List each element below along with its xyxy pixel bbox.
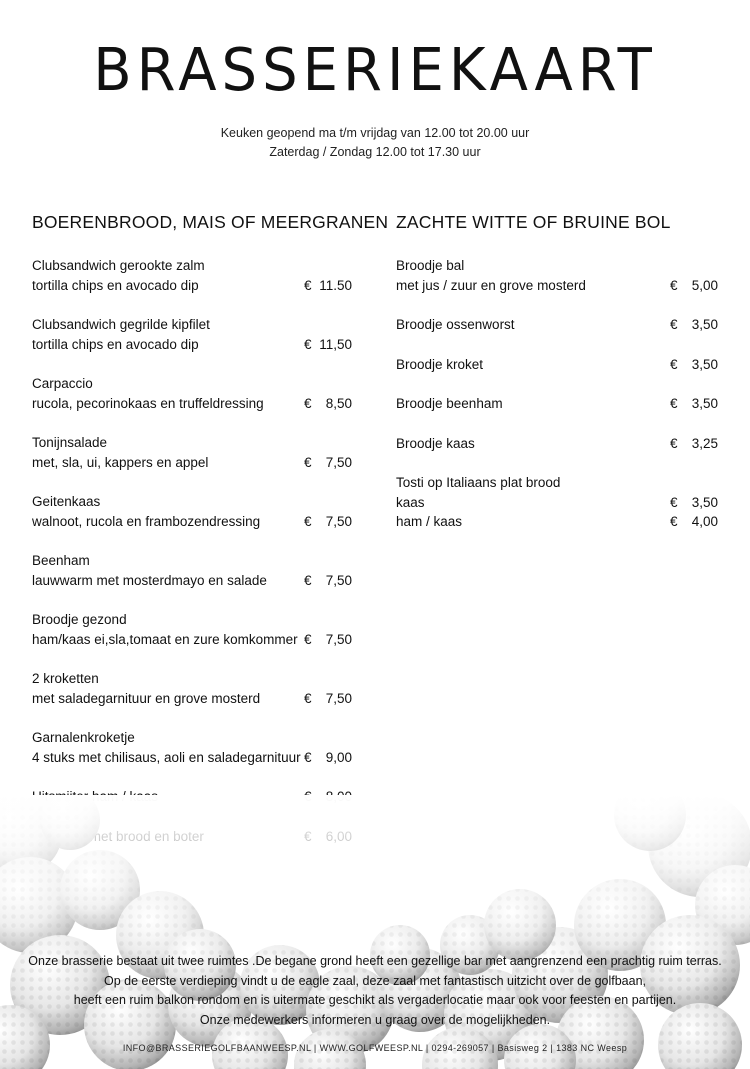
item-name: Tosti op Italiaans plat brood [396, 475, 561, 490]
menu-item [396, 315, 718, 335]
contact-info: INFO@BRASSERIEGOLFBAANWEESP.NL | WWW.GOLFWEESP.NL | 0294-269057 | Basisweg 2 | 1383 NC Weesp [122, 1043, 628, 1053]
item-price [304, 748, 352, 768]
menu-item [32, 610, 352, 649]
item-name: Broodje beenham [396, 396, 503, 411]
brasserie-description [0, 952, 750, 1030]
option-label: kaas [396, 494, 425, 510]
kitchen-hours [0, 124, 750, 162]
item-description: 4 stuks met chilisaus, aoli en saladegarnituur [32, 749, 301, 765]
item-description: tortilla chips en avocado dip [32, 336, 199, 352]
item-price [304, 276, 352, 296]
currency-symbol: € [670, 514, 678, 529]
item-name: Clubsandwich gegrilde kipfilet [32, 317, 210, 332]
item-name: Broodje ossenworst [396, 317, 515, 332]
menu-item [396, 434, 718, 454]
menu-title: BRASSERIEKAART [93, 36, 657, 105]
item-price [670, 276, 718, 296]
tosti-option [396, 493, 718, 513]
item-description: ham/kaas ei,sla,tomaat en zure komkommer [32, 631, 298, 647]
menu-item [396, 256, 718, 295]
left-section-heading: BOERENBROOD, MAIS OF MEERGRANEN [32, 212, 389, 232]
item-price [670, 512, 718, 532]
price-value: 7,50 [325, 513, 352, 529]
currency-symbol: € [304, 513, 312, 529]
right-section-heading: ZACHTE WITTE OF BRUINE BOL [396, 212, 671, 232]
item-name: Broodje kroket [396, 356, 484, 372]
menu-item [396, 355, 718, 375]
price-value: 7,50 [325, 454, 352, 470]
currency-symbol: € [670, 494, 678, 510]
price-value: 3,50 [691, 396, 718, 411]
item-name: Garnalenkroketje [32, 730, 135, 745]
item-description: lauwwarm met mosterdmayo en salade [32, 572, 267, 588]
price-value: 5,00 [691, 277, 718, 293]
price-value: 11.50 [319, 277, 352, 293]
currency-symbol: € [304, 749, 312, 765]
item-description: rucola, pecorinokaas en truffeldressing [32, 395, 264, 411]
currency-symbol: € [304, 277, 312, 293]
currency-symbol: € [304, 690, 312, 706]
item-description: met, sla, ui, kappers en appel [32, 454, 209, 470]
item-price [670, 355, 718, 375]
item-description: met saladegarnituur en grove mosterd [32, 690, 261, 706]
item-price [304, 571, 352, 591]
option-label: ham / kaas [396, 514, 463, 529]
item-name: Carpaccio [32, 376, 93, 391]
menu-item [32, 728, 352, 767]
price-value: 3,50 [691, 494, 718, 510]
tosti-option [396, 512, 718, 532]
item-description: walnoot, rucola en frambozendressing [32, 513, 261, 529]
item-name: Broodje kaas [396, 435, 475, 451]
currency-symbol: € [304, 395, 312, 411]
item-description: met jus / zuur en grove mosterd [396, 277, 586, 293]
menu-item [32, 492, 352, 531]
item-price [304, 453, 352, 473]
menu-item [32, 669, 352, 708]
price-value: 7,50 [325, 690, 352, 706]
right-menu-column [396, 256, 718, 552]
hours-weekend: Zaterdag / Zondag 12.00 tot 17.30 uur [269, 145, 481, 159]
description-line: Onze medewerkers informeren u graag over de mogelijkheden. [199, 1012, 551, 1027]
menu-item [32, 374, 352, 413]
item-name: Broodje gezond [32, 612, 127, 627]
menu-item [32, 433, 352, 472]
currency-symbol: € [670, 356, 678, 372]
item-name: Beenham [32, 553, 90, 568]
item-description: tortilla chips en avocado dip [32, 277, 199, 293]
item-name: Clubsandwich gerookte zalm [32, 258, 205, 273]
item-price [304, 630, 352, 650]
item-name: 2 kroketten [32, 671, 99, 686]
menu-item [396, 394, 718, 414]
description-line: Op de eerste verdieping vindt u de eagle zaal, deze zaal met fantastisch uitzicht over de golfbaan, [104, 973, 646, 988]
price-value: 11,50 [319, 336, 352, 352]
item-name: Tonijnsalade [32, 435, 108, 450]
price-value: 3,50 [691, 317, 718, 332]
price-value: 3,25 [691, 435, 718, 451]
price-value: 4,00 [691, 514, 718, 529]
item-name: Broodje bal [396, 258, 465, 273]
currency-symbol: € [670, 435, 678, 451]
price-value: 8,50 [325, 395, 352, 411]
item-price [304, 335, 352, 355]
item-price [670, 315, 718, 335]
item-price [670, 493, 718, 513]
item-name: Geitenkaas [32, 494, 101, 509]
description-line: heeft een ruim balkon rondom en is uitermate geschikt als vergaderlocatie maar ook voor feesten en partijen. [73, 993, 677, 1007]
currency-symbol: € [304, 336, 312, 352]
currency-symbol: € [304, 631, 312, 647]
menu-item-tosti [396, 473, 718, 532]
item-price [304, 512, 352, 532]
currency-symbol: € [670, 277, 678, 293]
menu-item [32, 551, 352, 590]
item-price [304, 394, 352, 414]
menu-item [32, 315, 352, 354]
item-price [670, 434, 718, 454]
currency-symbol: € [304, 572, 312, 588]
price-value: 7,50 [325, 631, 352, 647]
hours-weekday: Keuken geopend ma t/m vrijdag van 12.00 tot 20.00 uur [220, 126, 530, 140]
menu-item [32, 256, 352, 295]
price-value: 3,50 [691, 356, 718, 372]
currency-symbol: € [670, 396, 678, 411]
currency-symbol: € [304, 454, 312, 470]
currency-symbol: € [670, 317, 678, 332]
item-price [304, 689, 352, 709]
left-menu-column [32, 256, 352, 866]
description-line: Onze brasserie bestaat uit twee ruimtes .De begane grond heeft een gezellige bar met aangrenzend een prachtig ruim terras. [28, 954, 722, 968]
item-price [670, 394, 718, 414]
price-value: 9,00 [325, 749, 352, 765]
price-value: 7,50 [325, 572, 352, 588]
